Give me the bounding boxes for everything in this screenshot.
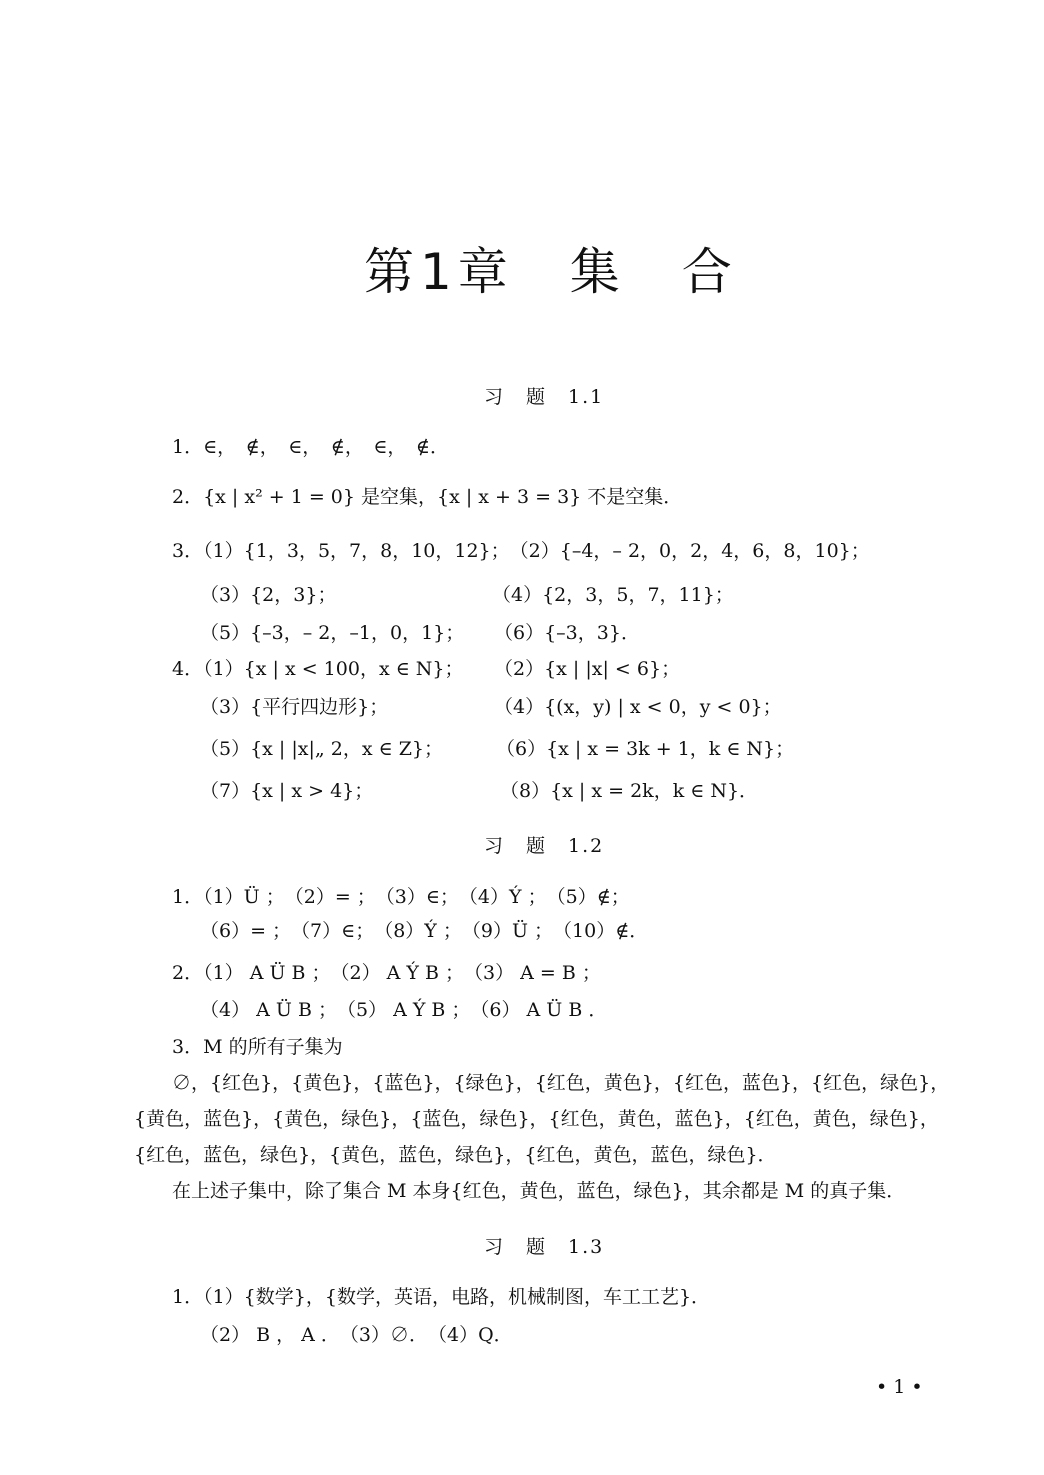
exercise-line: {红色，蓝色，绿色}，{黄色，蓝色，绿色}，{红色，黄色，蓝色，绿色}． (134, 1144, 777, 1166)
exercise-line: （6）{–3，3}． (494, 622, 640, 644)
exercise-line: 在上述子集中，除了集合 M 本身{红色，黄色，蓝色，绿色}，其余都是 M 的真子集． (172, 1180, 906, 1202)
exercise-line: （2） B ， A ． （3）∅． （4）Q． (200, 1324, 513, 1346)
exercise-line: 3．（1）{1，3，5，7，8，10，12}； （2）{–4，– 2，0，2，4，6，8，10}； (172, 540, 870, 562)
exercise-line: 2．{x | x² + 1 = 0} 是空集，{x | x + 3 = 3} 不是空集． (172, 486, 683, 508)
section-heading: 习 题 1.3 (484, 1236, 605, 1258)
exercise-line: 4．（1）{x | x < 100，x ∈ N}； (172, 658, 464, 680)
exercise-line: 2．（1） A Ü B ； （2） A Ý B ； （3） A = B ； (172, 962, 601, 984)
exercise-line: （4）{2，3，5，7，11}； (492, 584, 734, 606)
section-heading: 习 题 1.2 (484, 835, 605, 857)
exercise-line: （8）{x | x = 2k，k ∈ N}． (500, 780, 759, 802)
exercise-line: （6）= ； （7）∈； （8）Ý ； （9）Ü ； （10）∉． (200, 920, 649, 942)
section-heading: 习 题 1.1 (484, 386, 605, 408)
exercise-line: （5）{x | |x|„ 2，x ∈ Z}； (200, 738, 444, 760)
exercise-line: （4） A Ü B ； （5） A Ý B ； （6） A Ü B ． (200, 999, 608, 1021)
chapter-title: 第1章 集 合 (364, 243, 738, 301)
exercise-line: 1．（1）{数学}，{数学，英语，电路，机械制图，车工工艺}． (172, 1286, 711, 1308)
page-number: • 1 • (876, 1376, 923, 1398)
exercise-line: （5）{–3，– 2，–1，0，1}； (200, 622, 465, 644)
exercise-line: 3．M 的所有子集为 (172, 1036, 343, 1058)
exercise-line: （3）{2，3}； (200, 584, 337, 606)
exercise-line: （4）{(x，y) | x < 0，y < 0}； (494, 696, 782, 718)
exercise-line: 1．∈， ∉， ∈， ∉， ∈， ∉． (172, 436, 449, 458)
exercise-line: 1．（1）Ü ； （2）= ； （3）∈； （4）Ý ； （5）∉； (172, 886, 630, 908)
exercise-line: ∅，{红色}，{黄色}，{蓝色}，{绿色}，{红色，黄色}，{红色，蓝色}，{红色，绿色}， (172, 1072, 950, 1094)
exercise-line: （6）{x | x = 3k + 1，k ∈ N}； (496, 738, 795, 760)
exercise-line: （2）{x | |x| < 6}； (494, 658, 681, 680)
exercise-line: {黄色，蓝色}，{黄色，绿色}，{蓝色，绿色}，{红色，黄色，蓝色}，{红色，黄色，绿色}， (134, 1108, 939, 1130)
exercise-line: （3）{平行四边形}； (200, 696, 389, 718)
exercise-line: （7）{x | x > 4}； (200, 780, 374, 802)
